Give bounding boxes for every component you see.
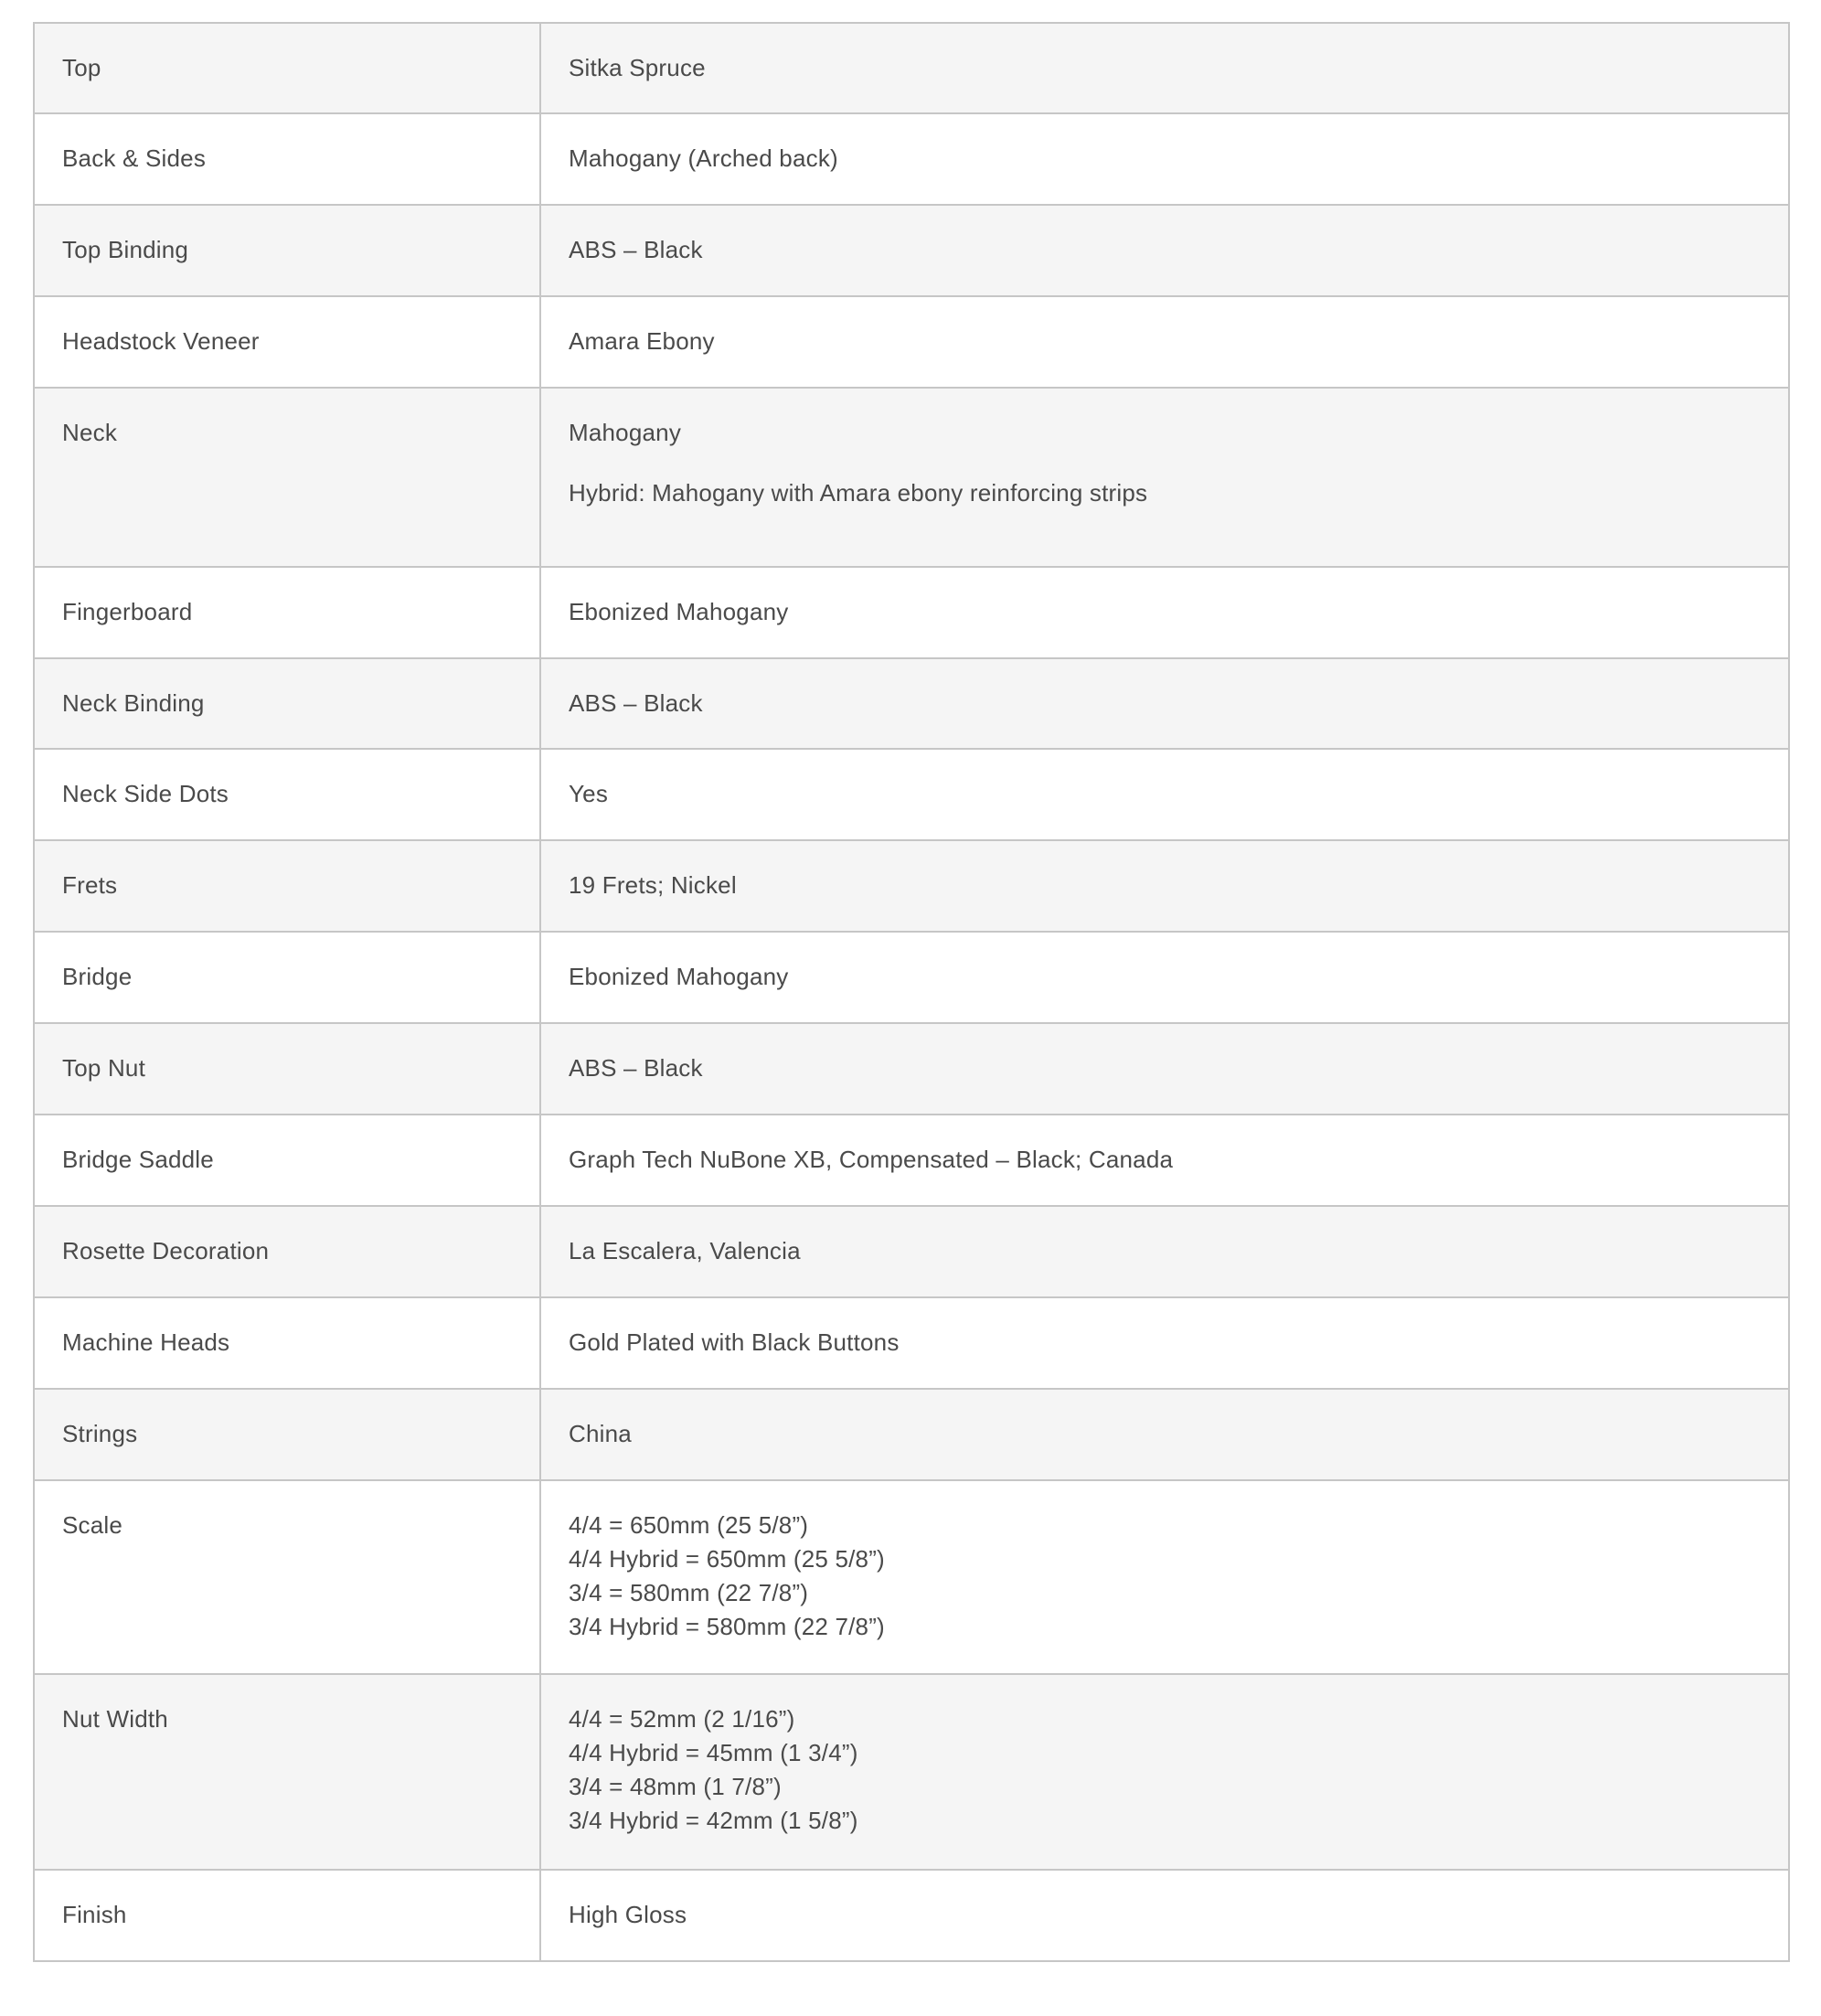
- spec-value-line: 4/4 = 650mm (25 5/8”): [569, 1511, 809, 1539]
- spec-value-line: 4/4 Hybrid = 650mm (25 5/8”): [569, 1545, 885, 1573]
- spec-row-top-binding: [34, 205, 1789, 296]
- spec-row-bridge: [34, 932, 1789, 1023]
- spec-label: Headstock Veneer: [34, 296, 540, 388]
- spec-value: 19 Frets; Nickel: [540, 840, 1789, 932]
- spec-value: La Escalera, Valencia: [540, 1206, 1789, 1297]
- spec-label: Bridge Saddle: [34, 1115, 540, 1206]
- spec-label: Fingerboard: [34, 567, 540, 658]
- spec-label: Bridge: [34, 932, 540, 1023]
- spec-row-nut-width: [34, 1674, 1789, 1870]
- spec-row-strings: [34, 1389, 1789, 1480]
- spec-row-scale: [34, 1480, 1789, 1674]
- spec-label: Neck Binding: [34, 658, 540, 749]
- spec-value-line: Hybrid: Mahogany with Amara ebony reinforcing strips: [569, 479, 1148, 507]
- spec-label: Top Binding: [34, 205, 540, 296]
- spec-value: [540, 1674, 1789, 1870]
- specs-container: [33, 22, 1790, 1962]
- spec-value: [540, 1480, 1789, 1674]
- spec-label: Frets: [34, 840, 540, 932]
- spec-value: ABS – Black: [540, 205, 1789, 296]
- spec-value: Mahogany (Arched back): [540, 113, 1789, 205]
- spec-value: Gold Plated with Black Buttons: [540, 1297, 1789, 1389]
- spec-label: Nut Width: [34, 1674, 540, 1870]
- spec-value-line: 3/4 = 580mm (22 7/8”): [569, 1579, 809, 1606]
- spec-value: Ebonized Mahogany: [540, 567, 1789, 658]
- spec-value: High Gloss: [540, 1870, 1789, 1961]
- spec-row-top: [34, 23, 1789, 113]
- spec-value-line: 3/4 = 48mm (1 7/8”): [569, 1773, 782, 1800]
- spec-row-frets: [34, 840, 1789, 932]
- spec-label: Back & Sides: [34, 113, 540, 205]
- spec-row-neck-side-dots: [34, 749, 1789, 840]
- spec-row-top-nut: [34, 1023, 1789, 1115]
- spec-value: [540, 388, 1789, 567]
- spec-label: Top Nut: [34, 1023, 540, 1115]
- spec-row-fingerboard: [34, 567, 1789, 658]
- spec-label: Neck: [34, 388, 540, 567]
- spec-value-line: 3/4 Hybrid = 42mm (1 5/8”): [569, 1807, 858, 1834]
- spec-row-neck-binding: [34, 658, 1789, 749]
- spec-label: Finish: [34, 1870, 540, 1961]
- spec-row-headstock-veneer: [34, 296, 1789, 388]
- spec-value: Amara Ebony: [540, 296, 1789, 388]
- spec-row-back-sides: [34, 113, 1789, 205]
- spec-label: Rosette Decoration: [34, 1206, 540, 1297]
- spec-row-machine-heads: [34, 1297, 1789, 1389]
- spec-value: Sitka Spruce: [540, 23, 1789, 113]
- spec-label: Strings: [34, 1389, 540, 1480]
- spec-row-finish: [34, 1870, 1789, 1961]
- spec-value-line: 4/4 Hybrid = 45mm (1 3/4”): [569, 1739, 858, 1766]
- spec-label: Scale: [34, 1480, 540, 1674]
- spec-label: Neck Side Dots: [34, 749, 540, 840]
- spec-value: ABS – Black: [540, 658, 1789, 749]
- spec-label: Top: [34, 23, 540, 113]
- spec-value: Graph Tech NuBone XB, Compensated – Black; Canada: [540, 1115, 1789, 1206]
- spec-value: China: [540, 1389, 1789, 1480]
- spec-value: Ebonized Mahogany: [540, 932, 1789, 1023]
- spec-value: Yes: [540, 749, 1789, 840]
- spec-row-rosette-decoration: [34, 1206, 1789, 1297]
- spec-value-line: Mahogany: [569, 419, 682, 446]
- spec-value-line: 4/4 = 52mm (2 1/16”): [569, 1705, 795, 1733]
- spec-row-neck: [34, 388, 1789, 567]
- spec-value-line: 3/4 Hybrid = 580mm (22 7/8”): [569, 1613, 885, 1640]
- spec-label: Machine Heads: [34, 1297, 540, 1389]
- spec-value: ABS – Black: [540, 1023, 1789, 1115]
- spec-row-bridge-saddle: [34, 1115, 1789, 1206]
- specifications-table: [33, 22, 1790, 1962]
